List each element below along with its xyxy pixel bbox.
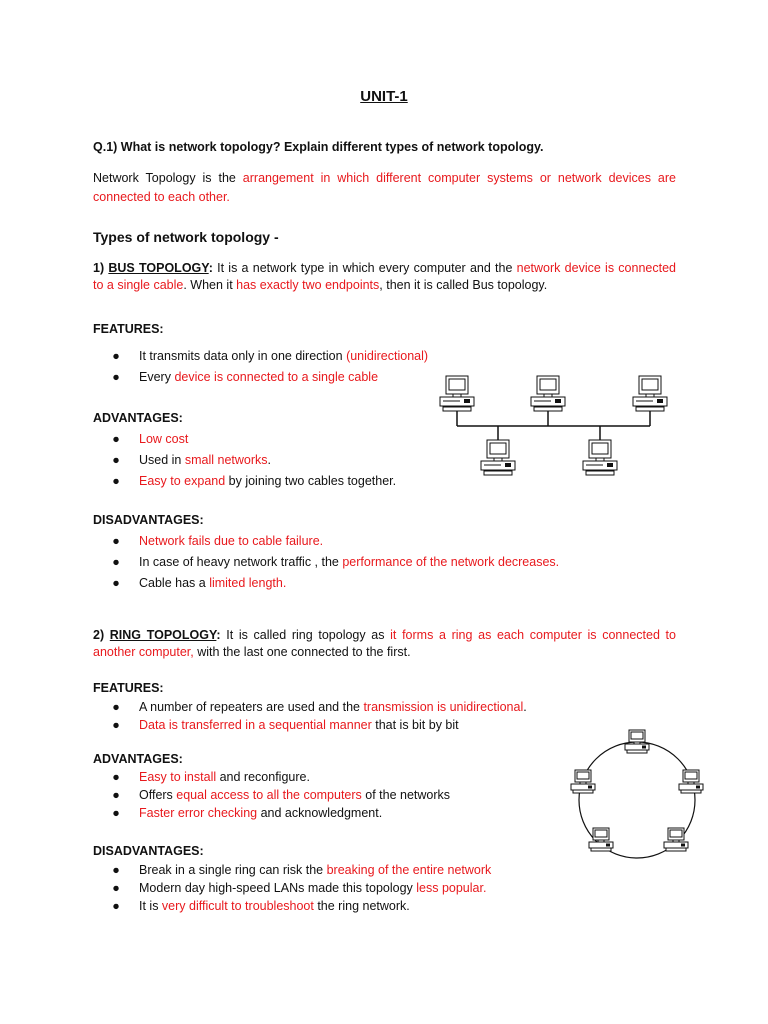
- ring-highlight-1: it forms a ring as each computer is connected to another computer,: [93, 628, 676, 659]
- list-item: ● Break in a single ring can risk the breaking of the entire network: [110, 861, 491, 879]
- list-item: ● Offers equal access to all the computers of the networks: [110, 786, 450, 804]
- ring-topology-diagram: [562, 725, 712, 860]
- ring-advantages-label: ADVANTAGES:: [93, 752, 183, 766]
- list-item: ● A number of repeaters are used and the transmission is unidirectional.: [110, 698, 527, 716]
- bus-topology-title: BUS TOPOLOGY: [108, 261, 209, 275]
- list-item: ● Faster error checking and acknowledgment.: [110, 804, 450, 822]
- bullet-icon: ●: [112, 700, 120, 714]
- bullet-icon: ●: [112, 899, 120, 913]
- ring-colon: :: [216, 628, 221, 642]
- bullet-icon: ●: [112, 555, 120, 569]
- ring-text-1: It is called ring topology as: [220, 628, 391, 642]
- computer-icon: [664, 828, 688, 851]
- ring-disadvantages-label: DISADVANTAGES:: [93, 844, 204, 858]
- bullet-icon: ●: [112, 432, 120, 446]
- bullet-icon: ●: [112, 718, 120, 732]
- bullet-icon: ●: [112, 370, 120, 384]
- bus-features-label: FEATURES:: [93, 322, 164, 336]
- bullet-icon: ●: [112, 863, 120, 877]
- bullet-icon: ●: [112, 576, 120, 590]
- definition-highlight: arrangement in which different computer systems or network devices are connected to each other.: [93, 171, 676, 204]
- bus-highlight-2: has exactly two endpoints: [236, 278, 380, 292]
- ring-features-list: [110, 698, 527, 734]
- ring-topology-title: RING TOPOLOGY: [109, 628, 217, 642]
- computer-icon: [583, 440, 617, 475]
- definition-text: Network Topology is the: [93, 171, 243, 185]
- computer-icon: [679, 770, 703, 793]
- computer-icon: [633, 376, 667, 411]
- bus-topology-diagram: [430, 372, 680, 482]
- computer-icon: [440, 376, 474, 411]
- bus-text-2: . When it: [183, 278, 237, 292]
- list-item: ● Data is transferred in a sequential manner that is bit by bit: [110, 716, 527, 734]
- bus-disadvantages-list: [110, 531, 559, 594]
- bullet-icon: ●: [112, 474, 120, 488]
- computer-icon: [589, 828, 613, 851]
- bullet-icon: ●: [112, 349, 120, 363]
- list-item: ● Modern day high-speed LANs made this topology less popular.: [110, 879, 491, 897]
- bus-features-list: [110, 346, 428, 388]
- list-item: ● In case of heavy network traffic , the performance of the network decreases.: [110, 552, 559, 573]
- list-item: ● It is very difficult to troubleshoot the ring network.: [110, 897, 491, 915]
- types-heading: Types of network topology -: [93, 229, 279, 245]
- computer-icon: [531, 376, 565, 411]
- computer-icon: [481, 440, 515, 475]
- list-item: ● It transmits data only in one direction (unidirectional): [110, 346, 428, 367]
- bus-advantages-list: [110, 429, 396, 492]
- list-item: ● Low cost: [110, 429, 396, 450]
- computer-icon: [571, 770, 595, 793]
- ring-disadvantages-list: [110, 861, 491, 915]
- bus-advantages-label: ADVANTAGES:: [93, 411, 183, 425]
- bullet-icon: ●: [112, 770, 120, 784]
- bus-text-1: It is a network type in which every computer and the: [212, 261, 517, 275]
- ring-text-2: with the last one connected to the first.: [193, 645, 411, 659]
- bullet-icon: ●: [112, 453, 120, 467]
- bullet-icon: ●: [112, 806, 120, 820]
- bus-highlight-1: network device is connected to a single cable: [93, 261, 676, 292]
- list-item: ● Used in small networks.: [110, 450, 396, 471]
- ring-features-label: FEATURES:: [93, 681, 164, 695]
- bullet-icon: ●: [112, 881, 120, 895]
- bus-colon: :: [208, 261, 213, 275]
- bullet-icon: ●: [112, 534, 120, 548]
- bus-number: 1): [93, 261, 109, 275]
- bus-text-3: , then it is called Bus topology.: [379, 278, 548, 292]
- ring-intro-paragraph: [93, 627, 676, 661]
- bus-intro-paragraph: [93, 260, 676, 294]
- list-item: ● Network fails due to cable failure.: [110, 531, 559, 552]
- bullet-icon: ●: [112, 788, 120, 802]
- list-item: ● Every device is connected to a single cable: [110, 367, 428, 388]
- list-item: ● Easy to install and reconfigure.: [110, 768, 450, 786]
- list-item: ● Cable has a limited length.: [110, 573, 559, 594]
- ring-advantages-list: [110, 768, 450, 822]
- computer-icon: [625, 730, 649, 753]
- ring-number: 2): [93, 628, 110, 642]
- question-heading: Q.1) What is network topology? Explain different types of network topology.: [93, 140, 544, 154]
- definition-paragraph: [93, 169, 676, 207]
- list-item: ● Easy to expand by joining two cables together.: [110, 471, 396, 492]
- bus-disadvantages-label: DISADVANTAGES:: [93, 513, 204, 527]
- page-title: UNIT-1: [360, 88, 408, 105]
